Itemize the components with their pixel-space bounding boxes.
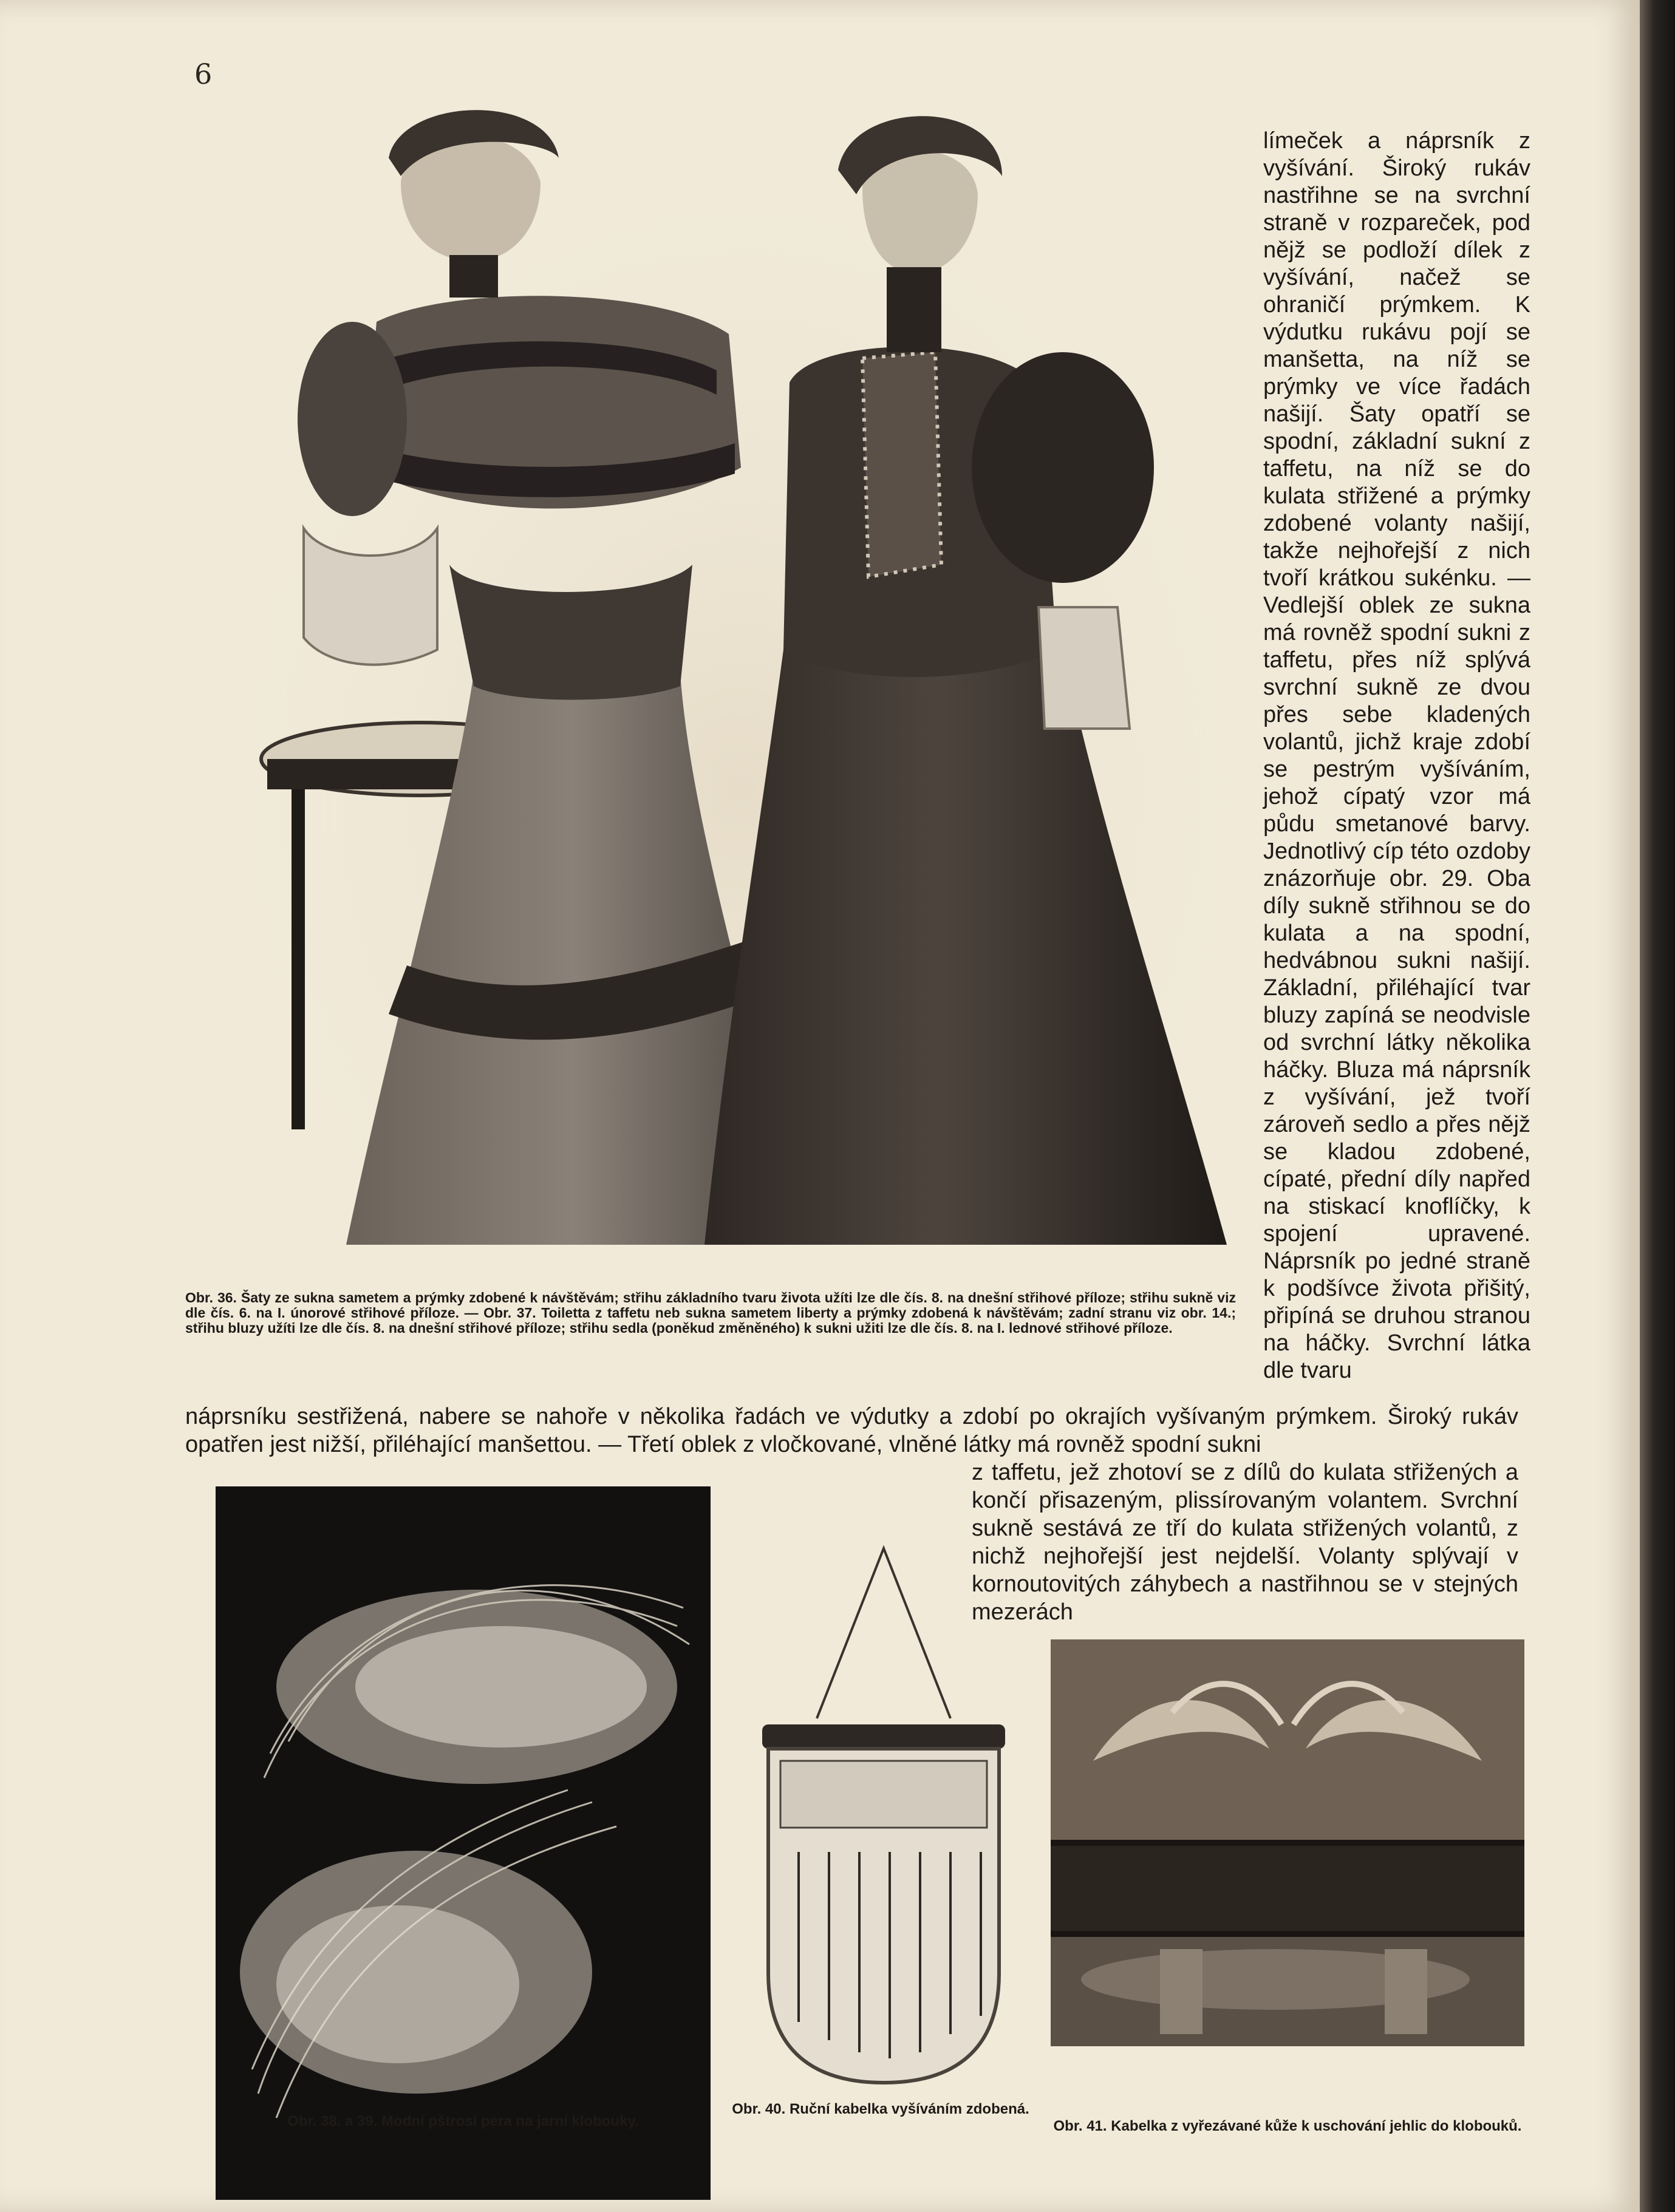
page-edge — [1640, 0, 1675, 2212]
page-number: 6 — [194, 58, 213, 90]
caption-obr-38-39: Obr. 38. a 39. Modní pštrosí pera na jarní klobouky. — [287, 2113, 639, 2129]
embroidered-handbag-drawing — [744, 1536, 1020, 2101]
fashion-illustration-obr-36-37 — [255, 103, 1227, 1245]
full-width-body-text: náprsníku sestřižená, nabere se nahoře v několika řadách ve výdutky a zdobí po okrajích vyšívaným prýmkem. Široký rukáv opatřen jest nižší, přiléhající manšettou. — Třetí oblek z vločkované, vlněné látky má rovněž spodní sukni — [185, 1404, 1518, 1457]
carved-leather-case-photo — [1051, 1639, 1524, 2046]
ostrich-feathers-photo — [216, 1486, 711, 2200]
column-body-text: límeček a náprsník z vyšívání. Široký rukáv nastřihne se na svrchní straně v rozpareček, pod nějž se podloží dílek z vyšívání, načež se ohraničí prýmkem. K výdutku rukávu pojí se manšetta, na níž se prýmky ve více řadách našijí. Šaty opatří se spodní, základní sukní z taffetu, na níž se do kulata střižené a prýmky zdobené volanty našijí, takže nejhořejší z nich tvoří krátkou sukénku. — Vedlejší oblek ze sukna má rovněž spodní sukni z taffetu, přes níž splývá svrchní sukně ze dvou přes sebe kladených volantů, jichž kraje zdobí se pestrým vyšíváním, jehož cípatý vzor má půdu smetanové barvy. Jednotlivý cíp této ozdoby znázorňuje obr. 29. Oba díly sukně střihnou se do kulata a na spodní, hedvábnou sukni našijí. Základní, přiléhající tvar bluzy zapíná se neodvisle od svrchní látky několika háčky. Bluza má náprsník z vyšívání, jež tvoří zároveň sedlo a přes nějž se kladou zdobené, cípaté, přední díly napřed na stiskací knoflíčky, k spojení upravené. Náprsník po jedné straně k podšívce života přišitý, připíná se druhou stranou na háčky. Svrchní látka dle tvaru — [1263, 128, 1530, 1383]
caption-obr-40: Obr. 40. Ruční kabelka vyšíváním zdobená. — [732, 2101, 1029, 2117]
caption-obr-36-37: Obr. 36. Šaty ze sukna sametem a prýmky zdobené k návštěvám; střihu základního tvaru života užíti lze dle čís. 8. na dnešní střihové příloze; střihu sukně viz dle čís. 6. na I. únorové střihové příloze. — Obr. 37. Toiletta z taffetu neb sukna sametem liberty a prýmky zdobená k návštěvám; zadní stranu viz obr. 14.; střihu bluzy užíti lze dle čís. 8. na dnešní střihové příloze; střihu sedla (poněkud změněného) k sukni užiti lze dle čís. 8. na I. lednové střihové příloze. — [185, 1290, 1236, 1336]
caption-obr-41: Obr. 41. Kabelka z vyřezávané kůže k uschování jehlic do klobouků. — [1053, 2118, 1522, 2134]
right-body-text: z taffetu, jež zhotoví se z dílů do kulata střižených a končí přisazeným, plissírovaným volantem. Svrchní sukně sestává ze tří do kulata střižených volantů, z nichž nejhořejší jest nejdelší. Volanty splývají v kornoutovitých záhybech a nastřihnou se v stejných mezerách — [972, 1460, 1518, 1625]
